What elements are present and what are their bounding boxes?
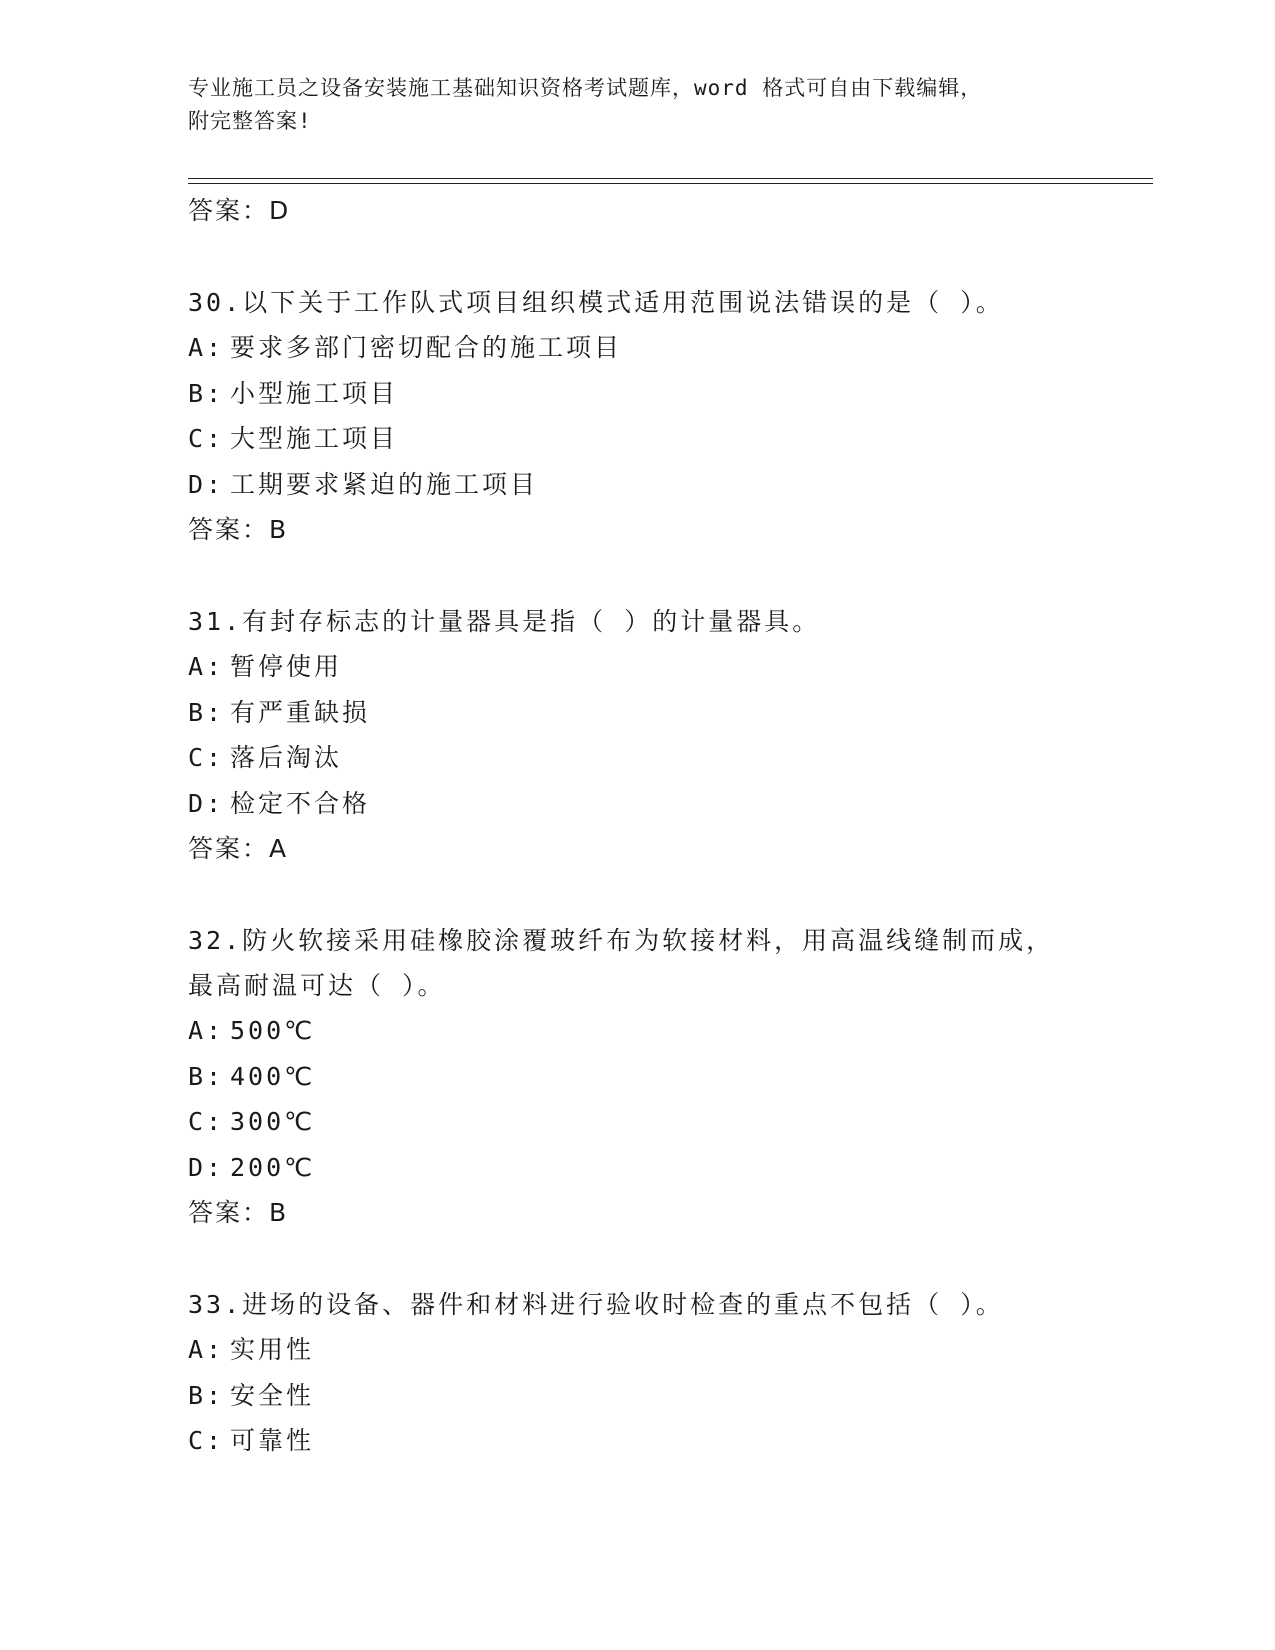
option-label: D: [188,788,225,818]
question-option [188,462,1153,508]
option-text: 工期要求紧迫的施工项目 [230,469,539,499]
question-option [188,1373,1153,1419]
option-label: A: [188,1016,225,1045]
question-stem: 33.进场的设备、器件和材料进行验收时检查的重点不包括（ ）。 [188,1290,1004,1319]
option-label: C: [188,424,225,453]
header-line-2: 附完整答案! [188,109,312,133]
question-option [188,644,1153,690]
question-option [188,690,1153,736]
question-option [188,1008,1153,1054]
option-text: 300℃ [230,1107,316,1136]
answer-previous: 答案：D [188,196,291,225]
question-option [188,1418,1153,1464]
option-text: 有严重缺损 [230,697,371,727]
answer-line: 答案：B [188,515,289,544]
header-divider [188,178,1153,184]
option-text: 可靠性 [230,1426,315,1455]
option-text: 暂停使用 [230,652,343,681]
question-block [188,280,1153,553]
question-stem: 最高耐温可达（ ）。 [188,971,446,1000]
option-label: A: [188,1335,225,1364]
document-body [188,188,1153,1464]
option-text: 要求多部门密切配合的施工项目 [230,333,623,362]
question-option [188,416,1153,462]
option-label: A: [188,333,225,362]
question-option [188,1145,1153,1191]
option-label: A: [188,652,225,681]
option-text: 检定不合格 [230,788,371,818]
question-stem: 31.有封存标志的计量器具是指（ ）的计量器具。 [188,607,821,636]
question-option [188,325,1153,371]
option-label: B: [188,378,225,408]
option-label: C: [188,1107,225,1136]
option-label: B: [188,697,225,727]
question-option [188,1054,1153,1100]
option-label: B: [188,1061,225,1091]
option-text: 200℃ [230,1152,316,1182]
option-text: 落后淘汰 [230,743,343,772]
question-option [188,1099,1153,1145]
option-text: 实用性 [230,1335,315,1364]
option-text: 大型施工项目 [230,424,399,453]
question-option [188,371,1153,417]
question-stem: 30.以下关于工作队式项目组织模式适用范围说法错误的是（ ）。 [188,288,1004,317]
option-label: D: [188,1152,225,1182]
option-label: B: [188,1380,225,1410]
option-text: 安全性 [230,1380,315,1410]
header-line-1: 专业施工员之设备安装施工基础知识资格考试题库，word 格式可自由下载编辑， [188,76,983,100]
option-text: 500℃ [230,1016,316,1045]
question-option [188,781,1153,827]
answer-line: 答案：B [188,1198,289,1227]
option-label: C: [188,743,225,772]
option-text: 400℃ [230,1061,316,1091]
option-label: C: [188,1426,225,1455]
question-stem: 32.防火软接采用硅橡胶涂覆玻纤布为软接材料，用高温线缝制而成， [188,926,1055,955]
answer-line: 答案：A [188,834,289,863]
option-text: 小型施工项目 [230,378,399,408]
page-header [188,72,1068,138]
question-option [188,735,1153,781]
option-label: D: [188,469,225,499]
question-block [188,599,1153,872]
question-list [188,280,1153,1464]
question-block [188,1282,1153,1464]
question-option [188,1327,1153,1373]
question-block [188,918,1153,1236]
